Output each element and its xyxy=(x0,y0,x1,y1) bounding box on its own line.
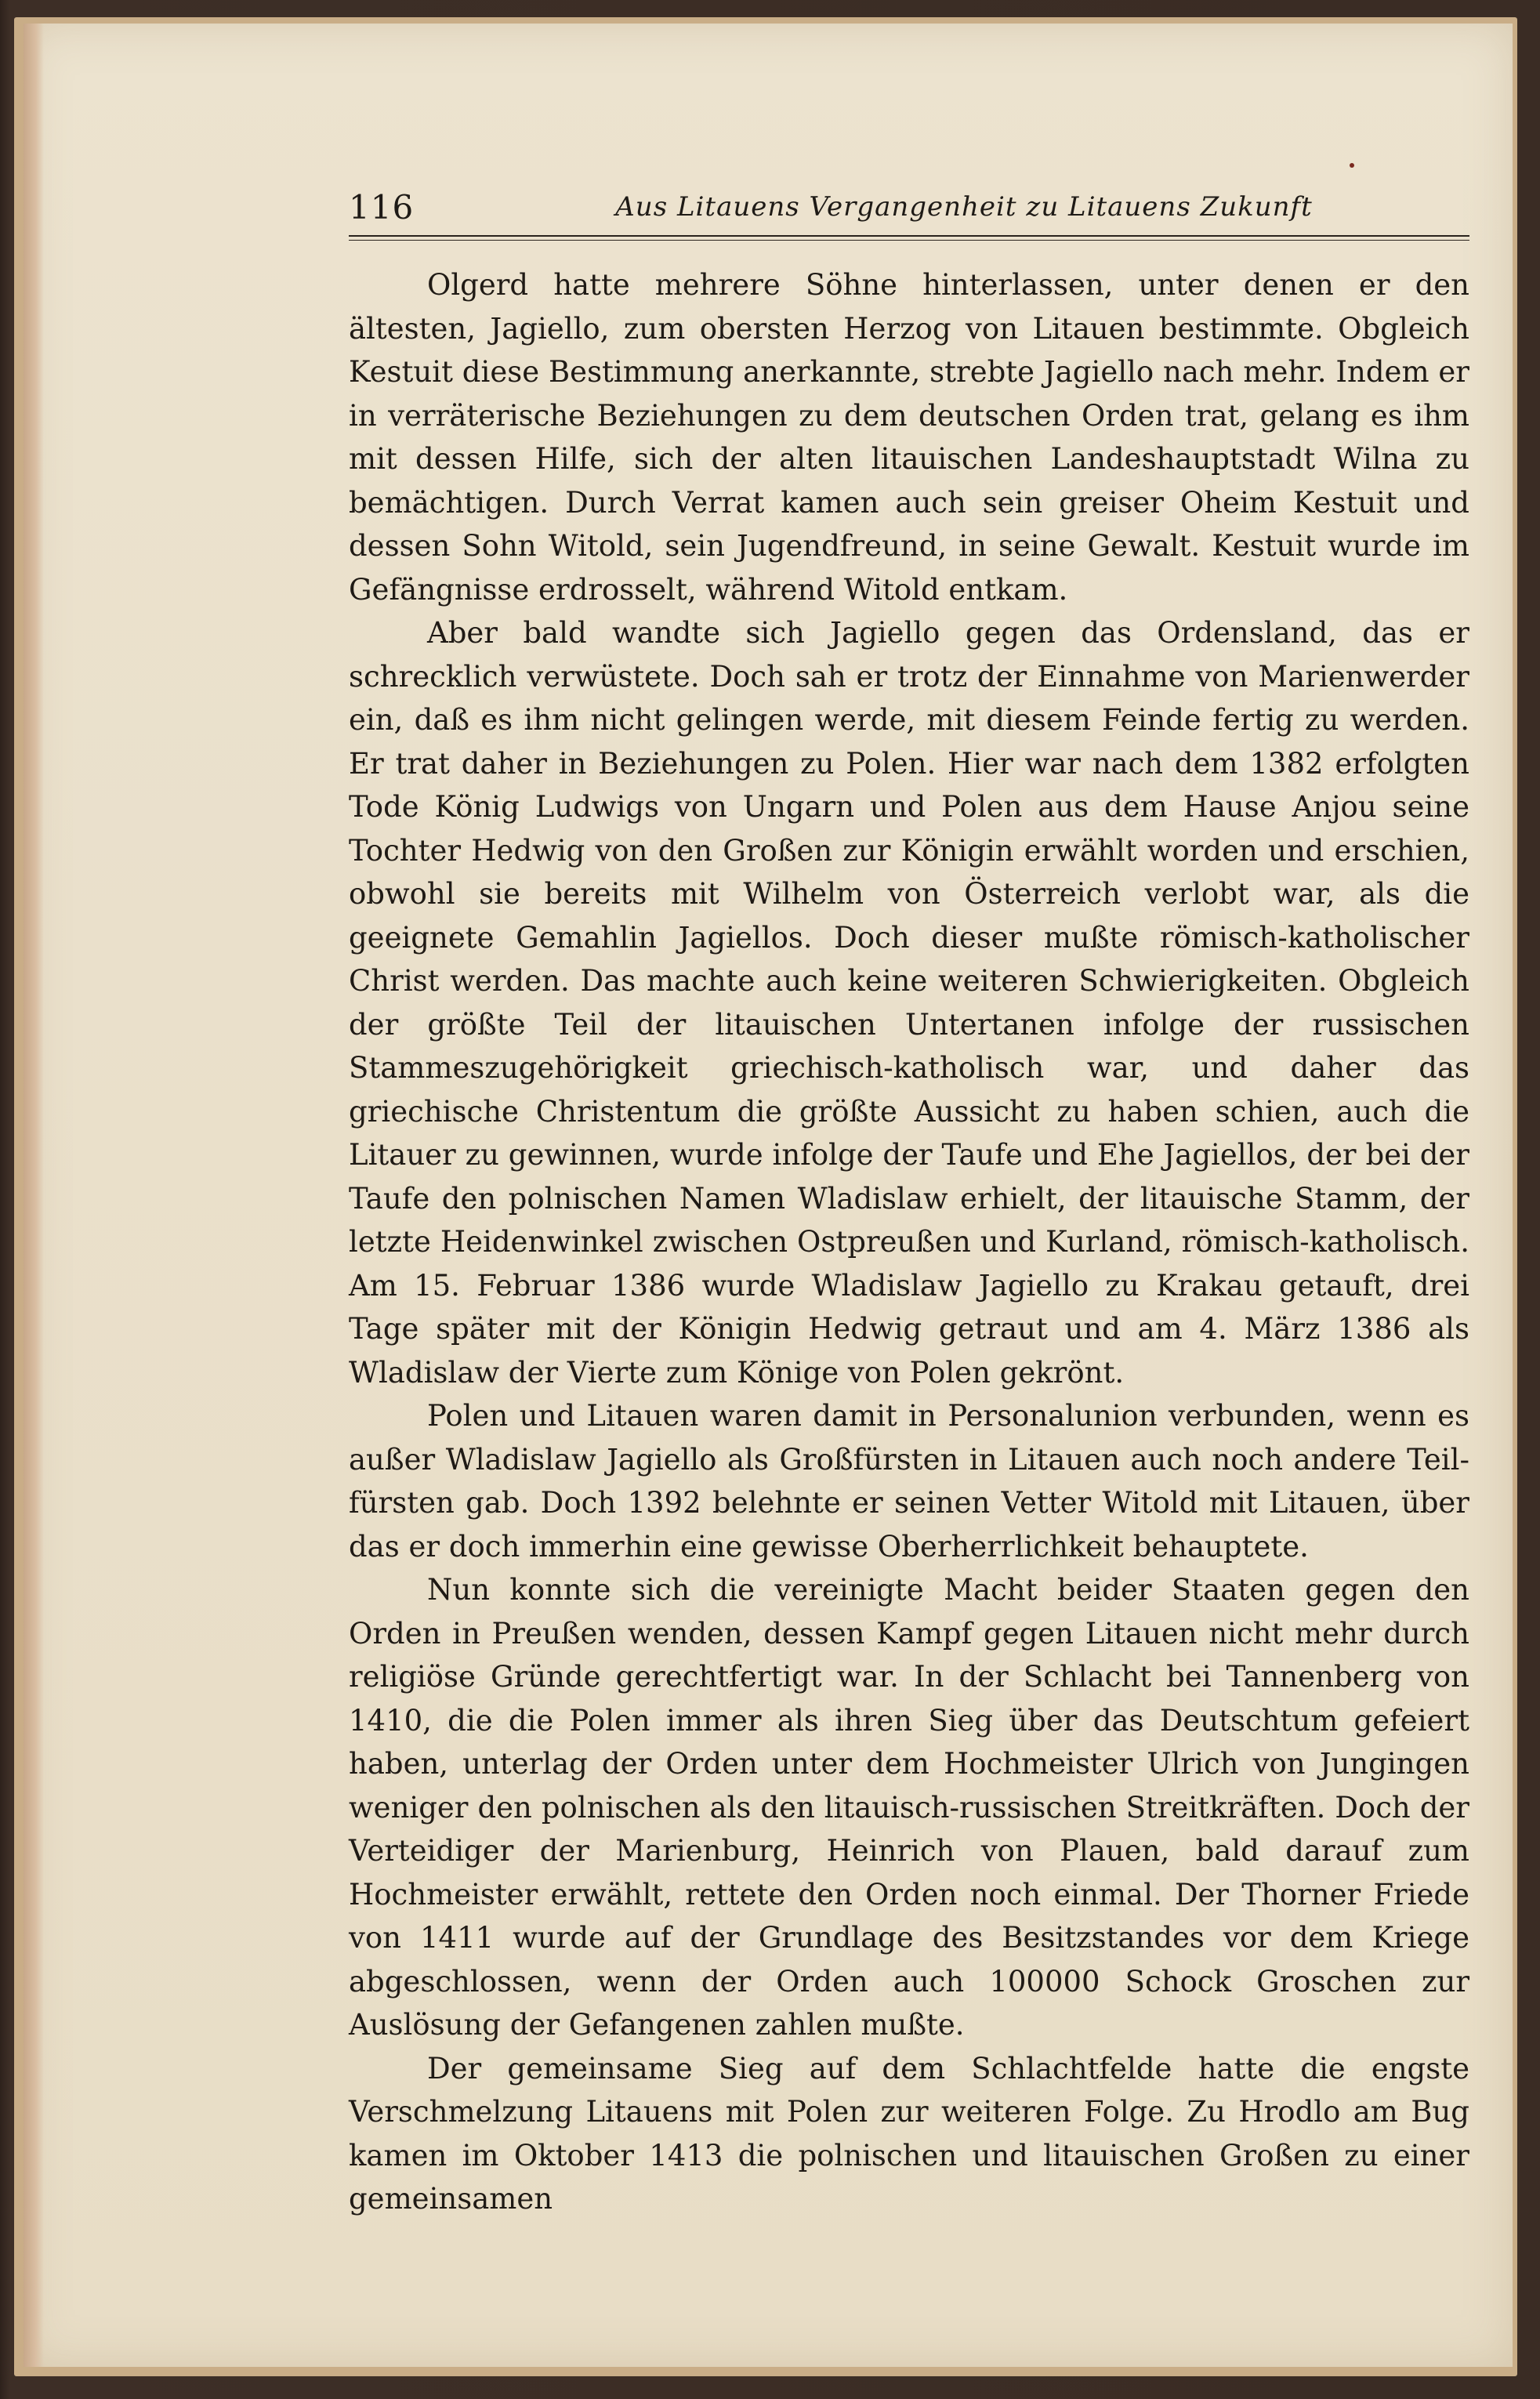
page-header xyxy=(349,188,1469,235)
header-rule xyxy=(349,235,1469,237)
paper-speck xyxy=(1350,163,1354,168)
header-rule-thin xyxy=(349,240,1469,241)
paragraph: Aber bald wandte sich Jagiello gegen das Ordensland, das er schrecklich verwüstete. Doch sah er trotz der Einnahme von Marienwerder ein, daß es ihm nicht gelingen werde, mit diesem Feinde fertig zu werden. Er trat daher in Beziehungen zu Polen. Hier war nach dem 1382 erfolgten Tode König Ludwigs von Ungarn und Polen aus dem Hause Anjou seine Tochter Hedwig von den Großen zur Königin erwählt worden und erschien, obwohl sie bereits mit Wilhelm von Österreich verlobt war, als die geeignete Gemahlin Jagiellos. Doch dieser mußte römisch-katholischer Christ werden. Das machte auch keine weiteren Schwierigkeiten. Obgleich der größte Teil der litauischen Untertanen infolge der russischen Stammeszugehörigkeit griechisch-katholisch war, und daher das griechische Christentum die größte Aussicht zu haben schien, auch die Litauer zu gewinnen, wurde infolge der Taufe und Ehe Jagiellos, der bei der Taufe den polnischen Namen Wladislaw erhielt, der litauische Stamm, der letzte Heidenwinkel zwischen Ostpreußen und Kurland, römisch-katholisch. Am 15. Februar 1386 wurde Wladislaw Jagiello zu Krakau getauft, drei Tage später mit der Königin Hedwig getraut und am 4. März 1386 als Wladislaw der Vierte zum Könige von Polen gekrönt. xyxy=(349,616,1469,1390)
paragraph: Nun konnte sich die vereinigte Macht beider Staaten gegen den Orden in Preußen wenden, dessen Kampf gegen Litauen nicht mehr durch religiöse Gründe gerechtfertigt war. In der Schlacht bei Tannenberg von 1410, die die Polen immer als ihren Sieg über das Deutschtum gefeiert haben, unterlag der Orden unter dem Hochmeister Ulrich von Jungingen weniger den polnischen als den litauisch-russischen Streitkräften. Doch der Verteidiger der Marienburg, Heinrich von Plauen, bald darauf zum Hochmeister erwählt, rettete den Orden noch einmal. Der Thorner Friede von 1411 wurde auf der Grundlage des Besitzstandes vor dem Kriege abgeschlossen, wenn der Orden auch 100000 Schock Groschen zur Auslösung der Gefangenen zahlen mußte. xyxy=(349,1573,1469,2042)
page-number: 116 xyxy=(349,188,415,226)
page-binding-edge xyxy=(24,24,44,2367)
paragraph: Polen und Litauen waren damit in Personalunion verbunden, wenn es außer Wladislaw Jagiello als Großfürsten in Litauen auch noch andere Teilfürsten gab. Doch 1392 belehnte er seinen Vetter Witold mit Litauen, über das er doch immerhin eine gewisse Oberherrlichkeit behauptete. xyxy=(349,1399,1469,1564)
paragraph: Olgerd hatte mehrere Söhne hinterlassen, unter denen er den ältesten, Jagiello, zum obersten Herzog von Litauen bestimmte. Obgleich Kestuit diese Bestimmung anerkannte, strebte Jagiello nach mehr. Indem er in verräterische Beziehungen zu dem deutschen Orden trat, gelang es ihm mit dessen Hilfe, sich der alten litauischen Landeshauptstadt Wilna zu bemächtigen. Durch Verrat kamen auch sein greiser Oheim Kestuit und dessen Sohn Witold, sein Jugendfreund, in seine Gewalt. Kestuit wurde im Gefängnisse erdrosselt, während Witold entkam. xyxy=(349,268,1469,607)
running-title: Aus Litauens Vergangenheit zu Litauens Zukunft xyxy=(615,191,1313,223)
paragraph: Der gemeinsame Sieg auf dem Schlachtfelde hatte die engste Verschmelzung Litauens mit Polen zur weiteren Folge. Zu Hrodlo am Bug kamen im Oktober 1413 die polnischen und litauischen Großen zu einer gemeinsamen xyxy=(349,2051,1469,2216)
body-text xyxy=(349,263,1469,2221)
